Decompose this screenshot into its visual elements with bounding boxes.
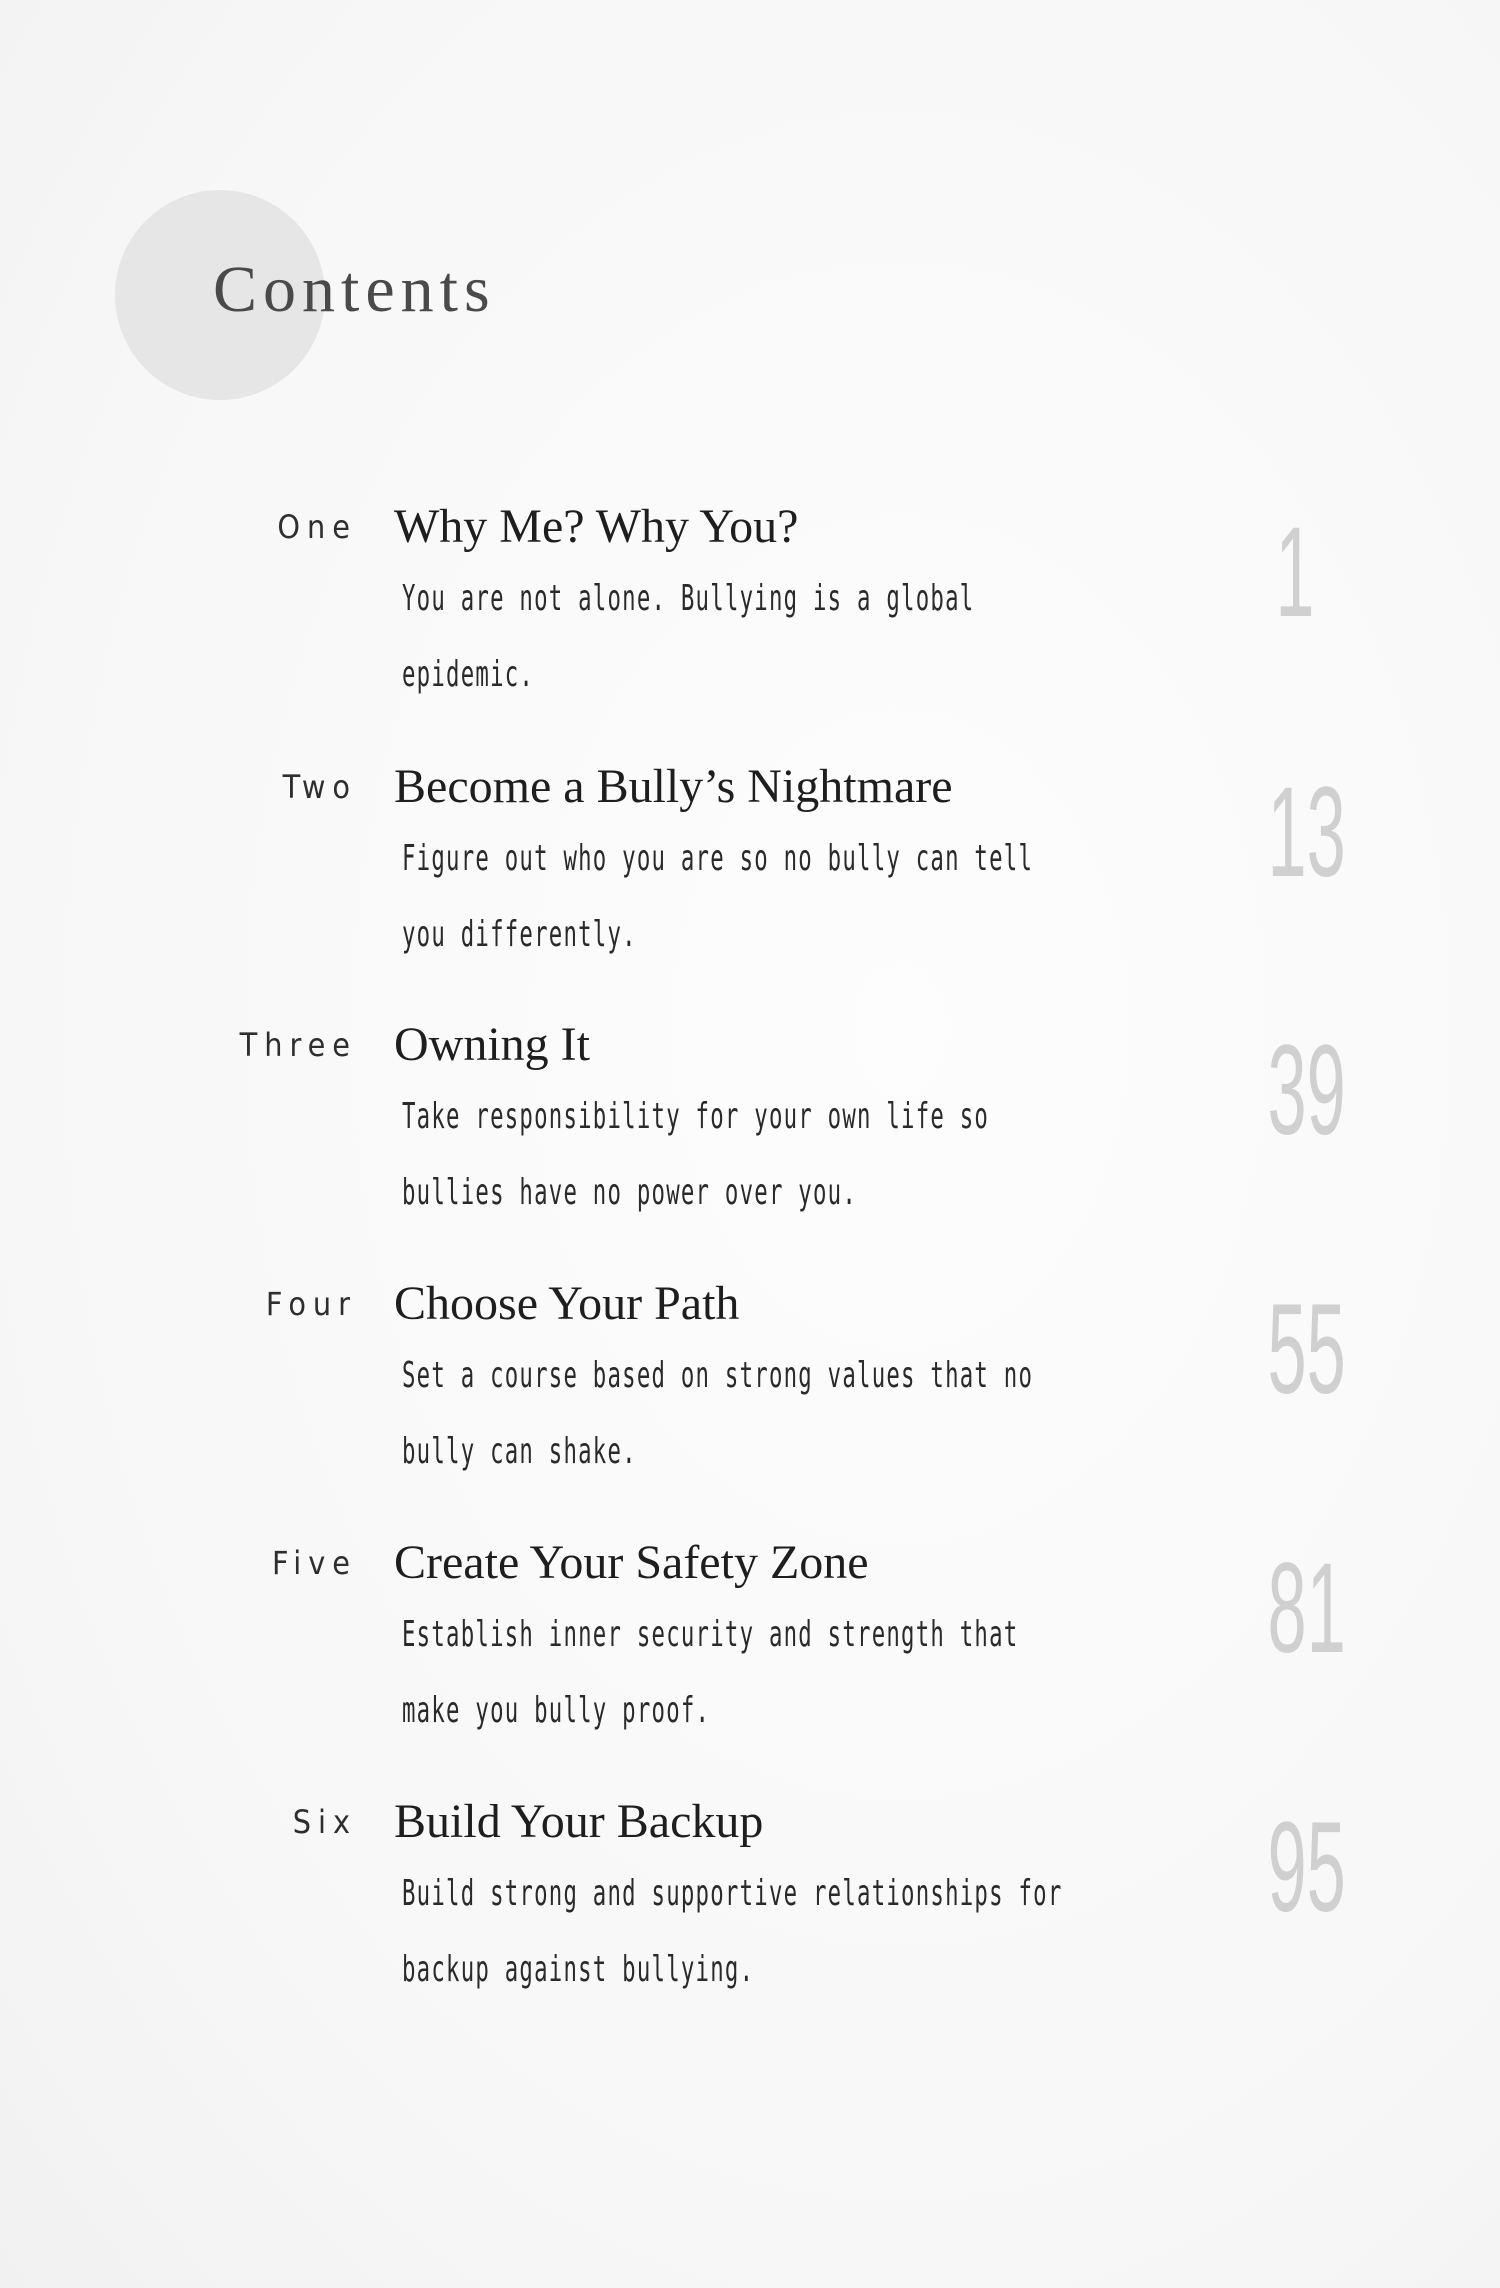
chapter-title[interactable]: Owning It: [394, 1018, 590, 1071]
page-number: 13: [1267, 761, 1346, 904]
chapter-description: Establish inner security and strength that make you bully proof.: [402, 1614, 1019, 1731]
chapter-title[interactable]: Build Your Backup: [394, 1795, 764, 1848]
chapter-description: Take responsibility for your own life so bullies have no power over you.: [402, 1096, 990, 1213]
page-number: 81: [1267, 1537, 1346, 1680]
chapter-description: Figure out who you are so no bully can tell you differently.: [402, 838, 1034, 955]
chapter-number: One: [277, 508, 357, 546]
page-number: 55: [1267, 1278, 1346, 1421]
toc-entry[interactable]: [0, 1792, 1500, 2032]
chapter-number: Four: [265, 1285, 357, 1323]
chapter-title[interactable]: Choose Your Path: [394, 1277, 740, 1330]
chapter-title[interactable]: Why Me? Why You?: [394, 500, 799, 553]
page-number: 39: [1267, 1019, 1346, 1162]
page-title: Contents: [213, 253, 496, 326]
chapter-number: Six: [292, 1803, 357, 1841]
page-number: 95: [1267, 1796, 1346, 1939]
chapter-title[interactable]: Create Your Safety Zone: [394, 1536, 869, 1589]
toc-entry[interactable]: [0, 1533, 1500, 1773]
chapter-description: You are not alone. Bullying is a global epidemic.: [402, 578, 975, 695]
toc-entry[interactable]: [0, 757, 1500, 997]
toc-entry[interactable]: [0, 497, 1500, 737]
chapter-description: Set a course based on strong values that no bully can shake.: [402, 1355, 1034, 1472]
chapter-number: Three: [239, 1026, 357, 1064]
chapter-description: Build strong and supportive relationships for backup against bullying.: [402, 1873, 1063, 1990]
toc-entry[interactable]: [0, 1015, 1500, 1255]
page-number: 1: [1275, 501, 1315, 644]
chapter-number: Five: [272, 1544, 357, 1582]
chapter-title[interactable]: Become a Bully’s Nightmare: [394, 760, 953, 813]
toc-entry[interactable]: [0, 1274, 1500, 1514]
chapter-number: Two: [282, 768, 357, 806]
